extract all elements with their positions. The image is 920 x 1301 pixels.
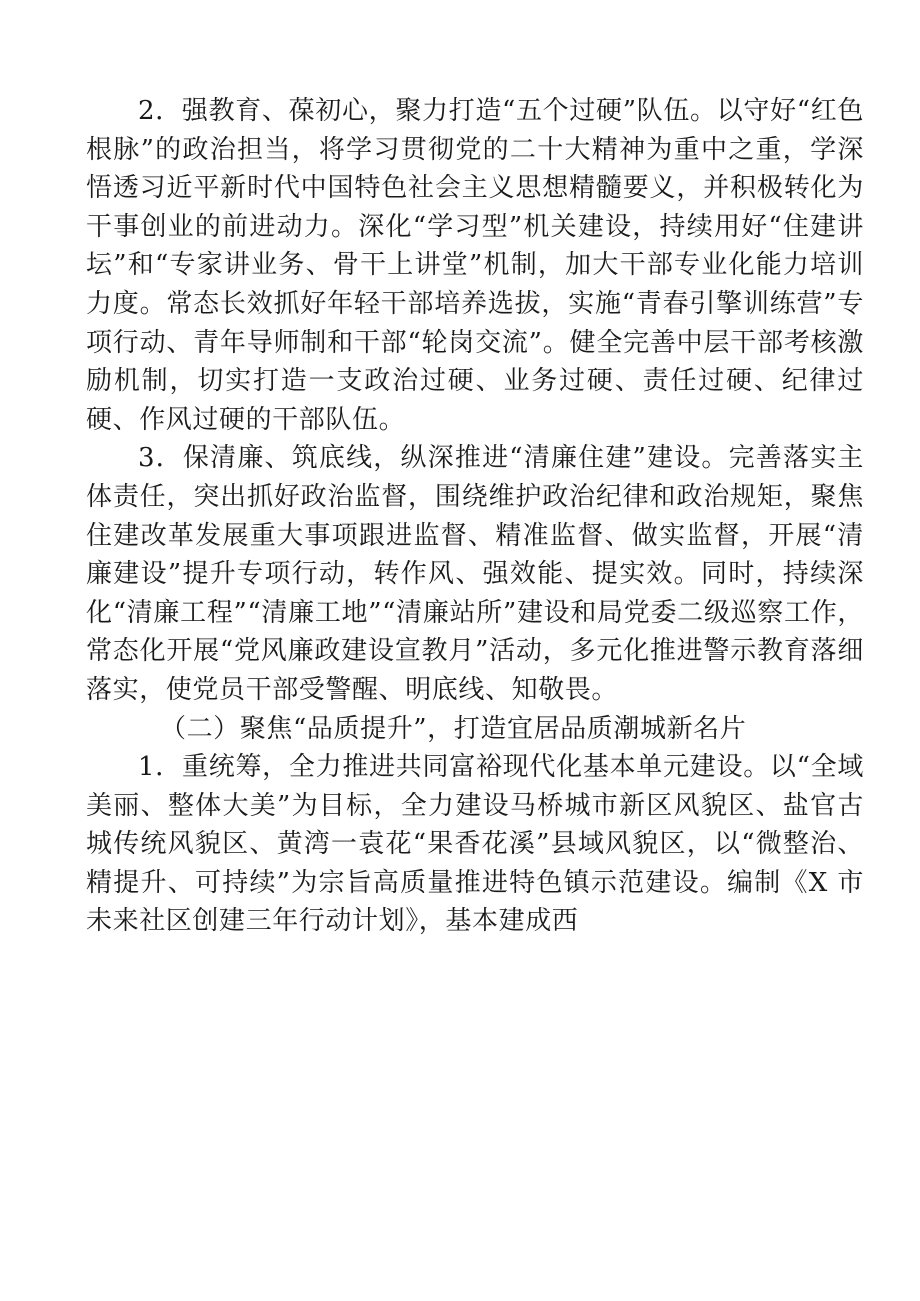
section-heading-quality-improvement: （二）聚焦“品质提升”，打造宜居品质潮城新名片 <box>160 713 747 744</box>
paragraph-overall-planning: 1．重统筹，全力推进共同富裕现代化基本单元建设。以“全域美丽、整体大美”为目标，全力建设马桥城市新区风貌区、盐官古城传统风貌区、黄湾一袁花“果香花溪”县域风貌区，以“微整治、精提升、可持续”为宗旨高质量推进特色镇示范建设。编制《X 市未来社区创建三年行动计划》，基本建成西 <box>86 752 864 937</box>
paragraph-strengthen-education: 2．强教育、葆初心，聚力打造“五个过硬”队伍。以守好“红色根脉”的政治担当，将学习贯彻党的二十大精神为重中之重，学深悟透习近平新时代中国特色社会主义思想精髓要义，并积极转化为干事创业的前进动力。深化“学习型”机关建设，持续用好“住建讲坛”和“专家讲业务、骨干上讲堂”机制，加大干部专业化能力培训力度。常态长效抓好年轻干部培养选拔，实施“青春引擎训练营”专项行动、青年导师制和干部“轮岗交流”。健全完善中层干部考核激励机制，切实打造一支政治过硬、业务过硬、责任过硬、纪律过硬、作风过硬的干部队伍。 <box>86 96 864 435</box>
paragraph-clean-governance: 3．保清廉、筑底线，纵深推进“清廉住建”建设。完善落实主体责任，突出抓好政治监督，围绕维护政治纪律和政治规矩，聚焦住建改革发展重大事项跟进监督、精准监督、做实监督，开展“清廉建设”提升专项行动，转作风、强效能、提实效。同时，持续深化“清廉工程”“清廉工地”“清廉站所”建设和局党委二级巡察工作，常态化开展“党风廉政建设宣教月”活动，多元化推进警示教育落细落实，使党员干部受警醒、明底线、知敬畏。 <box>86 443 864 705</box>
document-page <box>86 92 864 941</box>
